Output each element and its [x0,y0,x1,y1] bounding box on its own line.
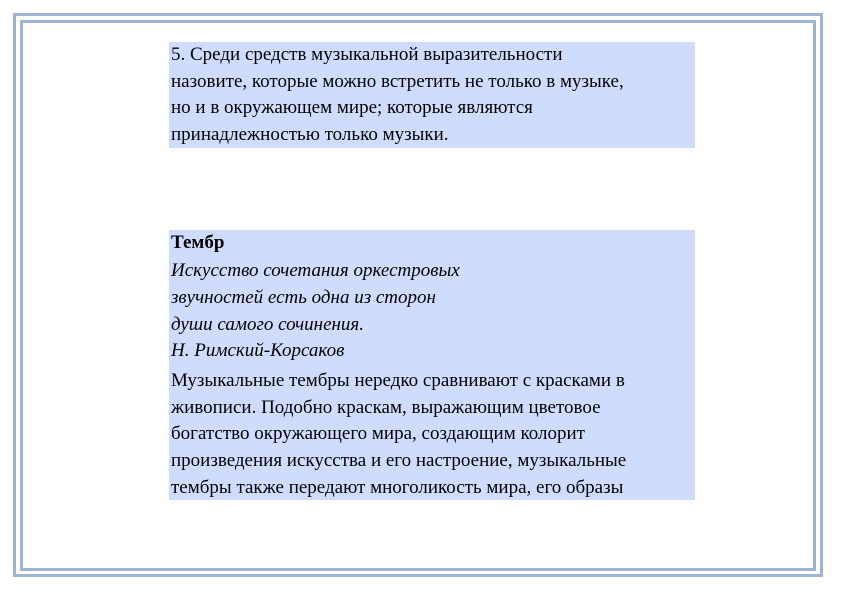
epigraph-line: души самого сочинения. [171,313,365,335]
body-line: произведения искусства и его настроение, музыкальные [171,450,627,472]
epigraph-line: Искусство сочетания оркестровых [171,259,460,281]
question-line: 5. Среди средств музыкальной выразительности [171,44,563,65]
question-line: назовите, которые можно встретить не только в музыке, [171,70,624,92]
timbre-block [169,230,695,500]
question-block [169,42,695,148]
epigraph-line: звучностей есть одна из сторон [171,286,436,308]
timbre-heading: Тембр [171,232,225,253]
question-line: но и в окружающем мире; которые являются [171,97,533,118]
body-line: Музыкальные тембры нередко сравнивают с красками в [171,370,625,391]
timbre-body-text [171,368,693,502]
question-line: принадлежностью только музыки. [171,123,449,145]
epigraph-author: Н. Римский-Корсаков [171,339,345,361]
body-line: богатство окружающего мира, создающим колорит [171,423,585,445]
body-line: живописи. Подобно краскам, выражающим цветовое [171,396,601,418]
body-line: тембры также передают многоликость мира, его образы [171,476,624,498]
